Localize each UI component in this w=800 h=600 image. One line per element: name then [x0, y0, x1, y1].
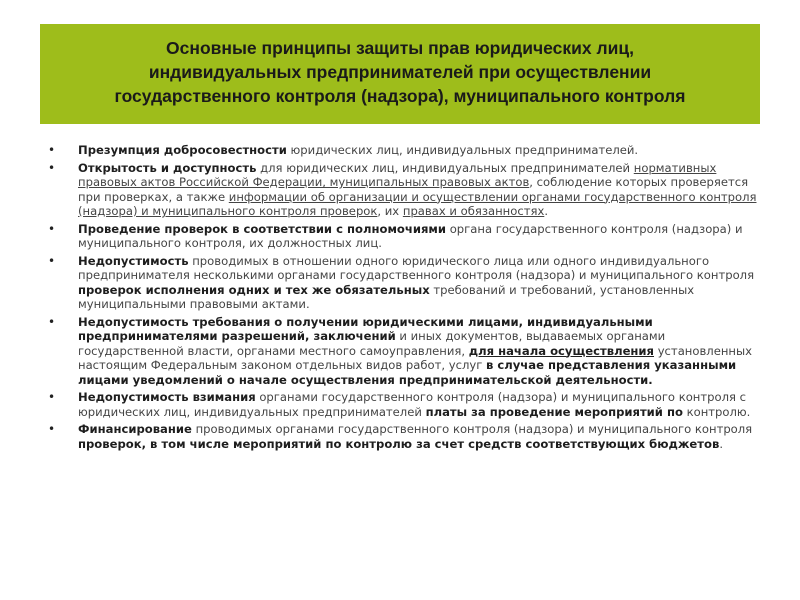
bullet-icon: •	[48, 221, 56, 236]
body-text: .	[544, 204, 548, 218]
body-text: .	[719, 436, 723, 451]
body-text: и иных документов, выдаваемых органами государственной власти, органами местного самоуправления,	[78, 329, 666, 358]
emphasis-text: Презумпция добросовестности	[78, 143, 287, 157]
underlined-text: правах и обязанностях	[402, 204, 545, 218]
slide-title-line: Основные принципы защиты прав юридических лиц,	[166, 38, 634, 58]
title-band	[40, 24, 760, 124]
principle-budget-financing	[48, 422, 760, 451]
slide-title	[60, 36, 740, 108]
principle-openness-and-accessibility	[48, 161, 760, 219]
body-text: проводимых в отношении одного юридического лица или одного индивидуального предпринимателя несколькими органами государственного контроля (надзора) и муниципального контроля	[78, 253, 755, 282]
principle-inadmissibility-of-permit-requirements	[48, 315, 760, 388]
bullet-icon: •	[48, 314, 56, 329]
body-text: проводимых органами государственного контроля (надзора) и муниципального контроля	[191, 422, 753, 436]
principle-text	[78, 315, 752, 387]
bullet-icon: •	[48, 390, 56, 404]
emphasis-text: в случае представления указанными лицами уведомлений о начале осуществления предпринимательской деятельности.	[78, 358, 737, 387]
bullet-icon: •	[48, 422, 56, 436]
underlined-text: информации об организации и осуществлении органами государственного контроля (надзора) и муниципального контроля проверок	[78, 189, 757, 218]
principle-inadmissibility-of-fees	[48, 390, 760, 419]
bullet-icon: •	[48, 160, 56, 175]
bullet-icon: •	[48, 143, 56, 157]
principle-inadmissibility-of-duplicate-inspections	[48, 254, 760, 312]
emphasis-text: Открытость и доступность	[78, 160, 257, 175]
emphasis-underlined-text: для начала осуществления	[468, 343, 655, 358]
principle-text	[78, 161, 757, 219]
body-text: органами государственного контроля (надзора) и муниципального контроля с юридических лиц, индивидуальных предпринимателей	[78, 390, 747, 419]
principle-presumption-of-good-faith	[48, 143, 760, 158]
emphasis-text: платы за проведение мероприятий по	[425, 404, 683, 419]
emphasis-text: Недопустимость	[78, 253, 189, 268]
body-text: контролю.	[682, 404, 751, 419]
underlined-text: нормативных правовых актов Российской Федерации, муниципальных правовых актов	[78, 160, 717, 189]
emphasis-text: Финансирование	[78, 422, 192, 436]
emphasis-text: Недопустимость требования о получении юридическими лицами, индивидуальными предпринимателями разрешений, заключений	[78, 314, 653, 343]
emphasis-text: Проведение проверок в соответствии с полномочиями	[78, 221, 447, 236]
body-text: органа государственного контроля (надзора) и муниципального контроля, их должностных лиц.	[78, 221, 743, 250]
body-text: , соблюдение которых проверяется при проверках, а также	[78, 175, 749, 204]
slide-title-line: индивидуальных предпринимателей при осуществлении	[148, 62, 652, 82]
body-text: , их	[377, 204, 403, 218]
principle-text	[78, 143, 638, 157]
bullet-icon: •	[48, 253, 56, 268]
body-text: установленных настоящим Федеральным законом отдельных видов работ, услуг	[78, 343, 753, 372]
emphasis-text: проверок исполнения одних и тех же обязательных	[78, 282, 430, 297]
principle-text	[78, 254, 754, 312]
slide-title-line: государственного контроля (надзора), муниципального контроля	[114, 86, 686, 106]
body-text: для юридических лиц, индивидуальных предпринимателей	[256, 160, 634, 175]
principle-text	[78, 422, 752, 451]
principle-text	[78, 222, 743, 251]
principles-list	[48, 143, 760, 454]
body-text: юридических лиц, индивидуальных предпринимателей.	[286, 143, 639, 157]
principle-inspections-within-powers	[48, 222, 760, 251]
body-text: требований и требований, установленных муниципальными правовыми актами.	[78, 282, 695, 311]
principle-text	[78, 390, 750, 419]
emphasis-text: проверок, в том числе мероприятий по контролю за счет средств соответствующих бюджетов	[78, 436, 720, 451]
emphasis-text: Недопустимость взимания	[78, 390, 256, 404]
